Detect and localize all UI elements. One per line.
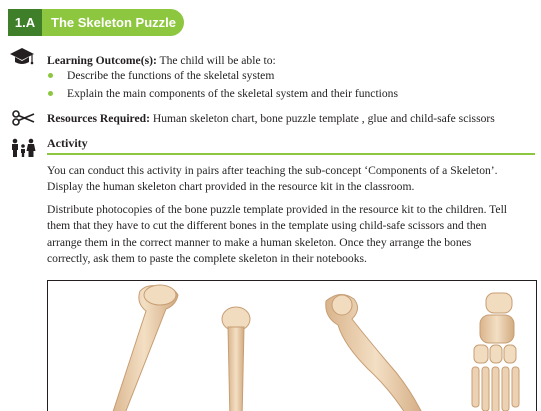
activity-heading: Activity: [47, 136, 88, 150]
femur-bone-icon: [326, 294, 426, 411]
bone-puzzle-illustration: [47, 280, 537, 411]
humerus-bone-icon: [110, 285, 178, 411]
resources-text: Human skeleton chart, bone puzzle template , glue and child-safe scissors: [149, 112, 495, 125]
activity-paragraph-2: [47, 202, 537, 267]
family-icon: [9, 138, 37, 158]
resources-label: Resources Required:: [47, 112, 150, 125]
graduation-cap-icon: [9, 47, 35, 67]
paragraph-line: correctly, ask them to paste the complete skeleton in their notebooks.: [47, 251, 367, 265]
learning-outcome-line: [47, 53, 276, 68]
small-long-bone-icon: [222, 307, 250, 411]
bullet-marker: [48, 73, 53, 78]
learning-outcome-bullet-1: Describe the functions of the skeletal system: [67, 69, 275, 82]
foot-bones-icon: [472, 293, 519, 411]
learning-outcome-label: Learning Outcome(s):: [47, 54, 157, 67]
activity-paragraph-1: [47, 163, 537, 196]
resources-line: [47, 111, 495, 126]
learning-outcome-intro: The child will be able to:: [156, 54, 276, 67]
activity-divider: [47, 153, 535, 155]
learning-outcome-bullet-2: Explain the main components of the skeletal system and their functions: [67, 87, 398, 100]
paragraph-line: You can conduct this activity in pairs after teaching the sub-concept ‘Components of a Skeleton’.: [47, 164, 498, 177]
section-header: [8, 9, 184, 36]
bullet-marker: [48, 91, 53, 96]
section-number: 1.A: [8, 9, 42, 36]
paragraph-line: Display the human skeleton chart provided in the resource kit in the classroom.: [47, 180, 415, 194]
paragraph-line: Distribute photocopies of the bone puzzle template provided in the resource kit to the children. Tell: [47, 203, 508, 216]
scissors-icon: [11, 110, 35, 126]
paragraph-line: them that they have to cut the different bones in the template using child-safe scissors and then: [47, 219, 487, 233]
paragraph-line: arrange them in the correct manner to make a human skeleton. Once they arrange the bones: [47, 235, 472, 249]
section-title: The Skeleton Puzzle: [51, 15, 176, 30]
